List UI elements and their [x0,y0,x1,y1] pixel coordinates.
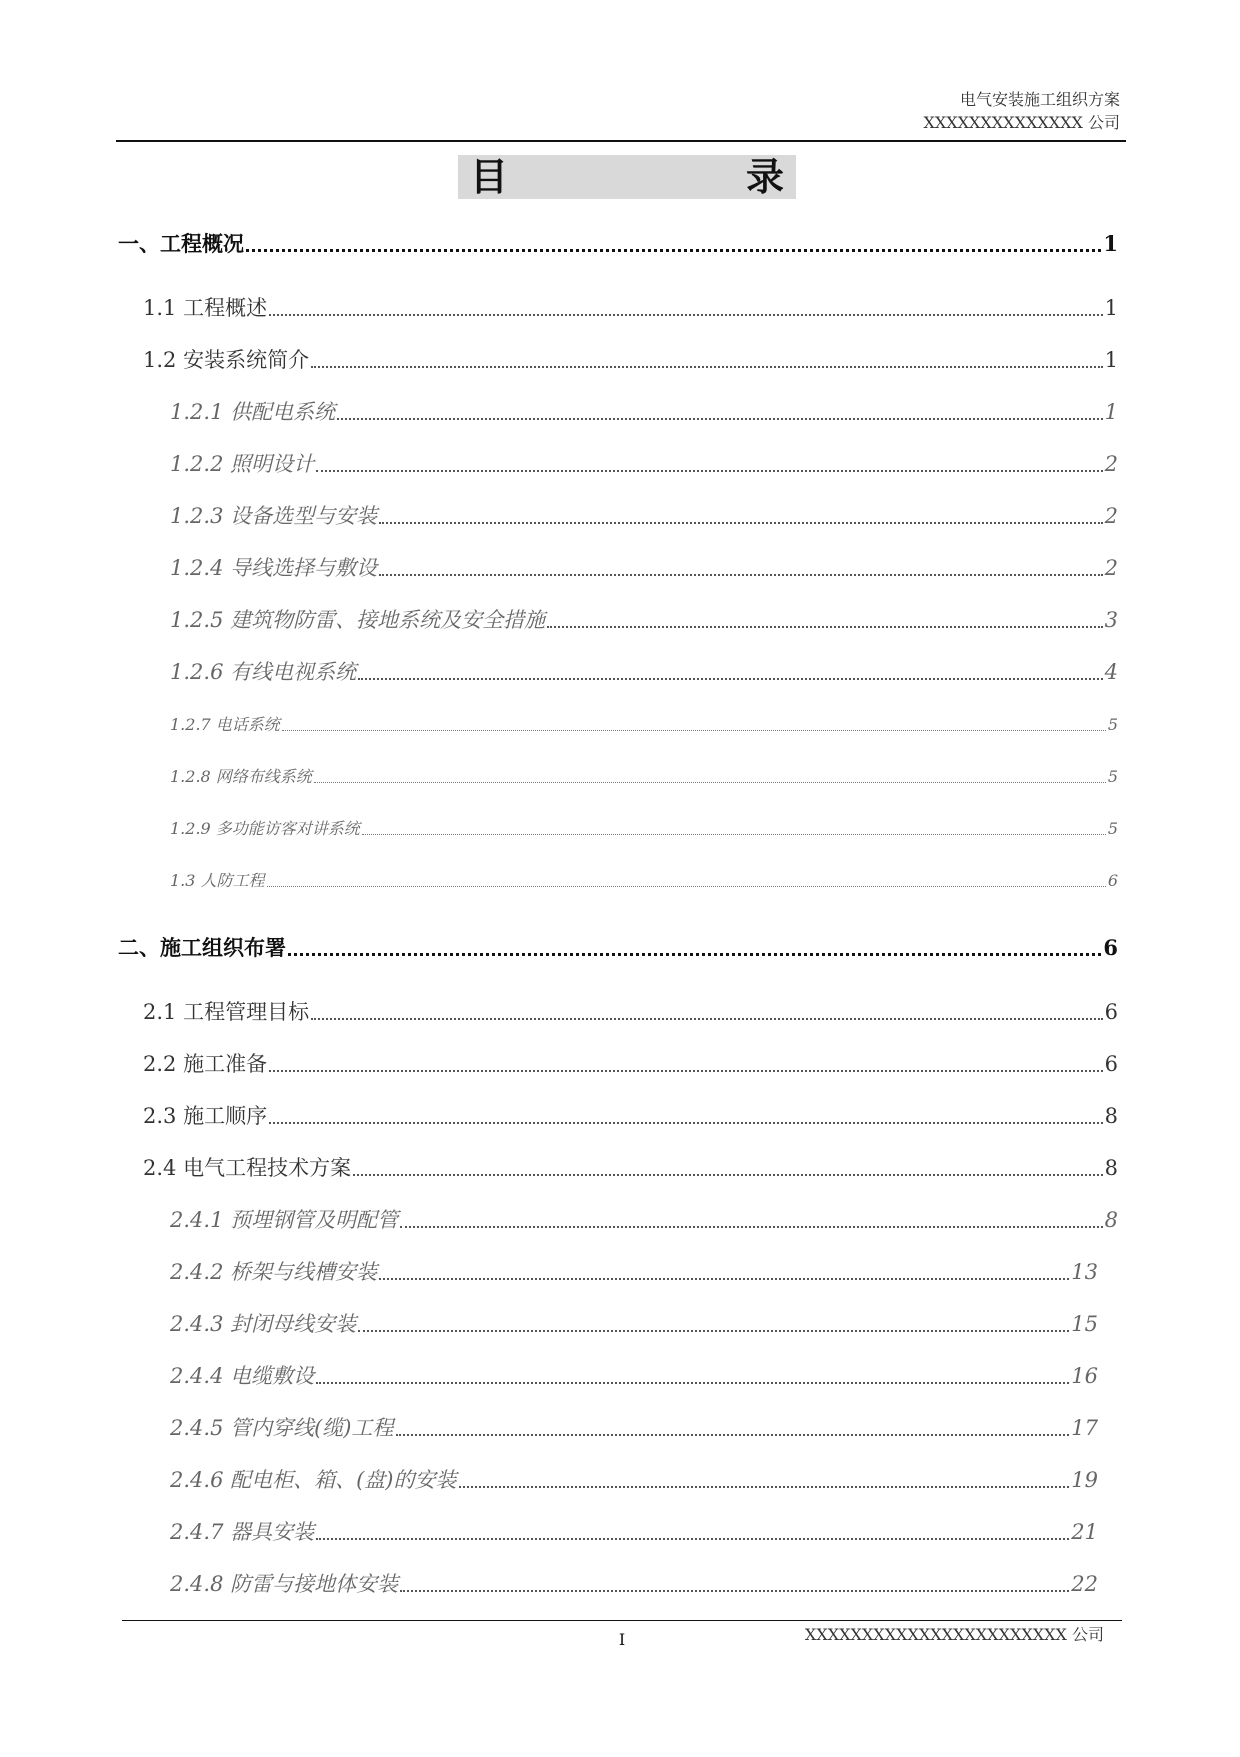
toc-entry[interactable] [170,1412,1098,1442]
toc-entry[interactable] [170,500,1118,530]
toc-entry[interactable] [143,1152,1118,1182]
toc-dot-leader [316,1538,1069,1540]
toc-dot-leader [459,1486,1070,1488]
toc-title-char-2: 录 [745,155,784,199]
toc-dot-leader [282,730,1106,731]
toc-dot-leader [379,522,1103,524]
toc-entry-title: 2.4.3 封闭母线安装 [170,1312,357,1336]
toc-dot-leader [400,1590,1069,1592]
footer-divider [122,1620,1122,1621]
toc-dot-leader [396,1434,1070,1436]
toc-entry-title: 1.2.6 有线电视系统 [170,660,357,684]
toc-dot-leader [269,314,1103,316]
toc-entry[interactable] [170,1256,1098,1286]
toc-entry[interactable] [170,396,1118,426]
toc-entry[interactable] [170,1568,1098,1598]
toc-dot-leader [547,626,1103,628]
toc-entry-page: 1 [1103,231,1118,256]
footer-page-number: I [618,1630,626,1649]
toc-entry-page: 5 [1107,767,1118,786]
toc-entry[interactable] [170,552,1118,582]
toc-entry-page: 3 [1104,608,1118,632]
toc-entry-page: 6 [1103,935,1118,960]
toc-entry-title: 1.2.3 设备选型与安装 [170,504,378,528]
toc-entry-page: 2 [1104,556,1118,580]
toc-dot-leader [267,886,1106,887]
toc-entry[interactable] [170,1308,1098,1338]
toc-entry[interactable] [170,868,1118,891]
toc-entry-title: 1.3 人防工程 [170,871,265,890]
toc-entry-page: 5 [1107,819,1118,838]
toc-dot-leader [358,1330,1069,1332]
toc-entry-page: 8 [1104,1104,1118,1128]
toc-entry-page: 1 [1104,400,1118,424]
toc-entry-title: 1.2.5 建筑物防雷、接地系统及安全措施 [170,608,546,632]
toc-dot-leader [358,678,1103,680]
toc-entry-title: 二、施工组织布署 [118,935,286,960]
toc-entry-title: 1.2.7 电话系统 [170,715,280,734]
toc-entry[interactable] [118,228,1118,258]
toc-entry-title: 1.2 安装系统简介 [143,348,310,372]
toc-entry[interactable] [143,344,1118,374]
toc-entry[interactable] [170,764,1118,787]
toc-entry-title: 2.3 施工顺序 [143,1104,268,1128]
toc-entry-page: 19 [1071,1468,1098,1492]
toc-dot-leader [288,953,1101,956]
toc-entry-title: 2.4.5 管内穿线(缆)工程 [170,1416,394,1440]
toc-dot-leader [379,574,1103,576]
toc-entry[interactable] [170,448,1118,478]
toc-dot-leader [337,418,1103,420]
page-header [923,88,1120,134]
toc-entry-title: 2.2 施工准备 [143,1052,268,1076]
toc-entry[interactable] [170,1360,1098,1390]
toc-entry-page: 2 [1104,452,1118,476]
toc-dot-leader [269,1070,1103,1072]
footer-company: XXXXXXXXXXXXXXXXXXXXXXX 公司 [804,1625,1104,1644]
toc-title [458,155,796,199]
toc-entry[interactable] [170,1516,1098,1546]
toc-entry[interactable] [143,1048,1118,1078]
toc-entry[interactable] [170,656,1118,686]
toc-entry-page: 16 [1071,1364,1098,1388]
toc-entry-page: 1 [1104,348,1118,372]
toc-dot-leader [353,1174,1103,1176]
toc-entry-page: 6 [1107,871,1118,890]
toc-entry-title: 1.2.2 照明设计 [170,452,315,476]
toc-entry-title: 2.4.8 防雷与接地体安装 [170,1572,399,1596]
toc-dot-leader [362,834,1106,835]
toc-entry-page: 15 [1071,1312,1098,1336]
toc-dot-leader [269,1122,1103,1124]
toc-entry[interactable] [170,712,1118,735]
header-divider [116,140,1126,142]
toc-entry-title: 一、工程概况 [118,231,244,256]
toc-entry-page: 2 [1104,504,1118,528]
toc-entry-page: 21 [1071,1520,1098,1544]
toc-entry-page: 22 [1071,1572,1098,1596]
toc-entry-title: 2.4.4 电缆敷设 [170,1364,315,1388]
toc-entry[interactable] [143,292,1118,322]
toc-dot-leader [379,1278,1069,1280]
toc-entry-title: 1.2.1 供配电系统 [170,400,336,424]
toc-entry[interactable] [143,996,1118,1026]
toc-entry[interactable] [170,1204,1118,1234]
toc-entry[interactable] [118,932,1118,962]
toc-entry-page: 6 [1104,1052,1118,1076]
toc-entry-page: 6 [1104,1000,1118,1024]
toc-entry-page: 8 [1104,1156,1118,1180]
header-doc-title: 电气安装施工组织方案 [959,90,1120,109]
toc-dot-leader [316,1382,1069,1384]
toc-entry-title: 2.4.7 器具安装 [170,1520,315,1544]
toc-entry-title: 2.4.6 配电柜、箱、(盘)的安装 [170,1468,457,1492]
toc-entry[interactable] [170,1464,1098,1494]
toc-dot-leader [400,1226,1103,1228]
toc-dot-leader [316,470,1103,472]
toc-entry[interactable] [170,816,1118,839]
toc-dot-leader [246,249,1101,252]
toc-entry-page: 5 [1107,715,1118,734]
toc-entry-title: 2.4.2 桥架与线槽安装 [170,1260,378,1284]
toc-entry-page: 17 [1071,1416,1098,1440]
toc-dot-leader [311,366,1103,368]
toc-entry-page: 1 [1104,296,1118,320]
toc-entry-title: 2.4 电气工程技术方案 [143,1156,352,1180]
toc-entry[interactable] [170,604,1118,634]
toc-entry-title: 1.1 工程概述 [143,296,268,320]
toc-entry[interactable] [143,1100,1118,1130]
toc-entry-page: 13 [1071,1260,1098,1284]
toc-entry-title: 1.2.9 多功能访客对讲系统 [170,819,360,838]
toc-entry-title: 2.4.1 预埋钢管及明配管 [170,1208,399,1232]
toc-title-char-1: 目 [470,155,509,199]
header-company: XXXXXXXXXXXXXX 公司 [923,113,1120,132]
toc-dot-leader [314,782,1106,783]
toc-entry-title: 1.2.4 导线选择与敷设 [170,556,378,580]
toc-entry-page: 4 [1104,660,1118,684]
toc-entry-title: 1.2.8 网络布线系统 [170,767,312,786]
toc-entry-page: 8 [1104,1208,1118,1232]
toc-entry-title: 2.1 工程管理目标 [143,1000,310,1024]
toc-dot-leader [311,1018,1103,1020]
